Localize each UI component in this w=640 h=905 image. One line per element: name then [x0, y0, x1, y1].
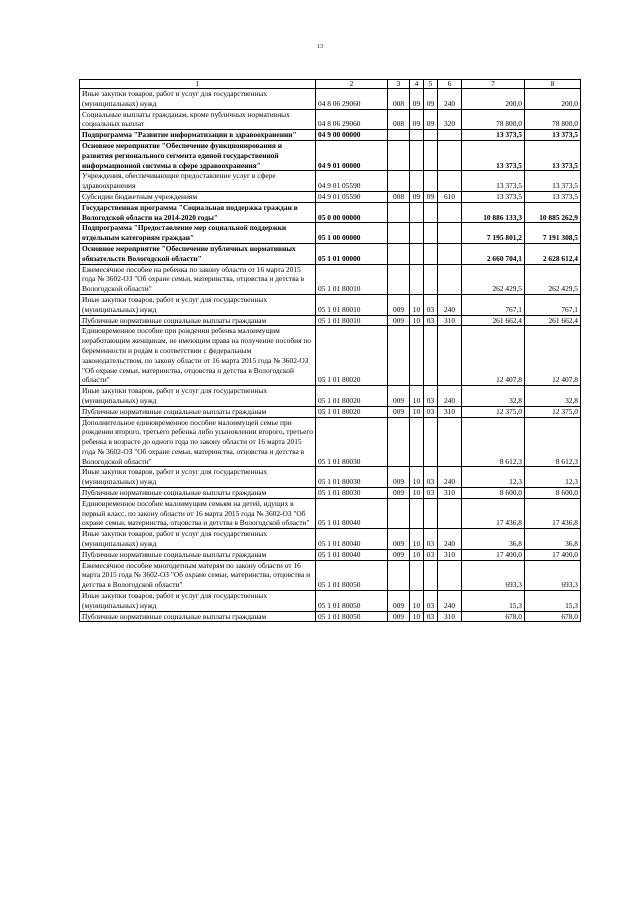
row-section	[410, 171, 424, 192]
row-section	[410, 498, 424, 528]
row-subsection	[424, 264, 438, 294]
row-amount-year2: 678,0	[525, 611, 581, 622]
row-name: Иные закупки товаров, работ и услуг для государственных (муниципальных) нужд	[80, 89, 316, 110]
row-expense-type: 320	[438, 109, 462, 130]
row-amount-year1: 36,8	[462, 529, 525, 550]
row-ministry-code	[388, 140, 410, 170]
row-subsection	[424, 130, 438, 141]
row-code: 05 1 01 80020	[316, 326, 388, 386]
row-expense-type: 240	[438, 386, 462, 407]
header-col-5: 5	[424, 80, 438, 89]
row-name: Иные закупки товаров, работ и услуг для государственных (муниципальных) нужд	[80, 294, 316, 315]
row-amount-year2: 78 800,0	[525, 109, 581, 130]
row-name: Иные закупки товаров, работ и услуг для государственных (муниципальных) нужд	[80, 529, 316, 550]
row-section: 10	[410, 529, 424, 550]
row-subsection: 03	[424, 386, 438, 407]
row-amount-year2: 12,3	[525, 467, 581, 488]
row-amount-year2: 8 612,3	[525, 417, 581, 467]
row-amount-year1: 13 373,5	[462, 130, 525, 141]
row-name: Государственная программа "Социальная поддержка граждан в Вологодской области на 2014-2020 годы"	[80, 202, 316, 223]
row-ministry-code	[388, 130, 410, 141]
row-ministry-code: 008	[388, 109, 410, 130]
row-amount-year1: 12 375,0	[462, 406, 525, 417]
row-section	[410, 223, 424, 244]
row-subsection	[424, 498, 438, 528]
budget-table	[79, 79, 581, 622]
row-code: 04 8 06 29060	[316, 89, 388, 110]
row-amount-year2: 12 407,8	[525, 326, 581, 386]
row-code: 05 1 01 80040	[316, 549, 388, 560]
row-section	[410, 202, 424, 223]
row-expense-type	[438, 326, 462, 386]
row-ministry-code: 009	[388, 611, 410, 622]
row-expense-type: 240	[438, 89, 462, 110]
row-code: 04 9 01 00000	[316, 140, 388, 170]
header-col-3: 3	[388, 80, 410, 89]
row-amount-year2: 2 628 612,4	[525, 243, 581, 264]
header-col-6: 6	[438, 80, 462, 89]
row-code: 05 1 01 80020	[316, 386, 388, 407]
row-amount-year1: 767,1	[462, 294, 525, 315]
row-amount-year2: 693,3	[525, 560, 581, 590]
row-subsection: 03	[424, 549, 438, 560]
row-expense-type	[438, 498, 462, 528]
row-subsection	[424, 223, 438, 244]
row-subsection: 03	[424, 488, 438, 499]
header-col-4: 4	[410, 80, 424, 89]
row-subsection: 03	[424, 467, 438, 488]
table-row	[80, 406, 581, 417]
row-amount-year2: 17 400,0	[525, 549, 581, 560]
table-row	[80, 140, 581, 170]
row-expense-type: 310	[438, 406, 462, 417]
row-amount-year2: 8 600,0	[525, 488, 581, 499]
table-row	[80, 109, 581, 130]
row-name: Основное мероприятие "Обеспечение публичных нормативных обязательств Вологодской области"	[80, 243, 316, 264]
row-expense-type	[438, 202, 462, 223]
table-row	[80, 386, 581, 407]
row-amount-year2: 13 373,5	[525, 130, 581, 141]
row-section	[410, 243, 424, 264]
row-name: Публичные нормативные социальные выплаты гражданам	[80, 488, 316, 499]
row-amount-year1: 693,3	[462, 560, 525, 590]
page-number: 13	[317, 44, 323, 50]
row-subsection	[424, 560, 438, 590]
row-ministry-code: 009	[388, 386, 410, 407]
row-expense-type	[438, 140, 462, 170]
table-row	[80, 549, 581, 560]
row-expense-type	[438, 417, 462, 467]
row-amount-year1: 17 400,0	[462, 549, 525, 560]
row-ministry-code	[388, 243, 410, 264]
row-section: 10	[410, 488, 424, 499]
row-ministry-code: 009	[388, 406, 410, 417]
row-subsection	[424, 326, 438, 386]
row-name: Основное мероприятие "Обеспечение функционирования и развития регионального сегмента единой государственной информационной системы в сфере здравоохранения"	[80, 140, 316, 170]
table-row	[80, 326, 581, 386]
row-code: 05 1 01 00000	[316, 243, 388, 264]
row-code: 05 1 01 80010	[316, 294, 388, 315]
row-amount-year1: 678,0	[462, 611, 525, 622]
row-expense-type	[438, 171, 462, 192]
row-section	[410, 417, 424, 467]
row-ministry-code	[388, 202, 410, 223]
row-code: 05 1 01 80020	[316, 406, 388, 417]
table-row	[80, 498, 581, 528]
row-amount-year1: 78 800,0	[462, 109, 525, 130]
row-amount-year1: 12,3	[462, 467, 525, 488]
table-row	[80, 171, 581, 192]
row-subsection: 03	[424, 591, 438, 612]
table-row	[80, 202, 581, 223]
row-ministry-code	[388, 223, 410, 244]
row-amount-year1: 261 662,4	[462, 315, 525, 326]
row-expense-type: 240	[438, 529, 462, 550]
row-name: Подпрограмма "Предоставление мер социальной поддержки отдельным категориям граждан"	[80, 223, 316, 244]
row-ministry-code: 009	[388, 529, 410, 550]
row-amount-year1: 13 373,5	[462, 191, 525, 202]
table-row	[80, 243, 581, 264]
row-name: Социальные выплаты гражданам, кроме публичных нормативных социальных выплат	[80, 109, 316, 130]
row-section	[410, 264, 424, 294]
row-code: 05 1 00 00000	[316, 223, 388, 244]
row-section	[410, 326, 424, 386]
row-ministry-code: 009	[388, 294, 410, 315]
row-code: 05 1 01 80030	[316, 488, 388, 499]
row-subsection: 09	[424, 89, 438, 110]
row-amount-year1: 200,0	[462, 89, 525, 110]
row-section: 09	[410, 191, 424, 202]
table-row	[80, 223, 581, 244]
row-amount-year2: 13 373,5	[525, 191, 581, 202]
row-subsection	[424, 171, 438, 192]
row-ministry-code	[388, 326, 410, 386]
row-code: 04 9 00 00000	[316, 130, 388, 141]
row-ministry-code	[388, 171, 410, 192]
table-row	[80, 560, 581, 590]
row-name: Публичные нормативные социальные выплаты гражданам	[80, 549, 316, 560]
row-name: Публичные нормативные социальные выплаты гражданам	[80, 406, 316, 417]
row-amount-year2: 261 662,4	[525, 315, 581, 326]
row-amount-year2: 32,8	[525, 386, 581, 407]
row-subsection: 03	[424, 529, 438, 550]
row-amount-year1: 12 407,8	[462, 326, 525, 386]
row-amount-year1: 8 612,3	[462, 417, 525, 467]
row-amount-year2: 10 885 262,9	[525, 202, 581, 223]
row-amount-year2: 13 373,5	[525, 140, 581, 170]
row-amount-year2: 17 436,8	[525, 498, 581, 528]
row-subsection: 03	[424, 406, 438, 417]
row-section: 10	[410, 549, 424, 560]
row-amount-year2: 36,8	[525, 529, 581, 550]
row-section: 10	[410, 406, 424, 417]
row-amount-year1: 7 195 801,2	[462, 223, 525, 244]
row-ministry-code: 009	[388, 549, 410, 560]
row-code: 05 1 01 80050	[316, 591, 388, 612]
row-code: 05 1 01 80050	[316, 611, 388, 622]
row-section: 10	[410, 467, 424, 488]
row-amount-year2: 13 373,5	[525, 171, 581, 192]
row-ministry-code	[388, 560, 410, 590]
row-name: Иные закупки товаров, работ и услуг для государственных (муниципальных) нужд	[80, 386, 316, 407]
row-amount-year1: 13 373,5	[462, 140, 525, 170]
row-expense-type	[438, 560, 462, 590]
table-row	[80, 417, 581, 467]
row-name: Единовременное пособие при рождении ребенка малоимущим неработающим женщинам, не имеющим права на получение пособия по беременности и родам в соответствии с федеральным законодательством, по закону области от 16 марта 2015 года № 3602-ОЗ "Об охране семьи, материнства, отцовства и детства в Вологодской области"	[80, 326, 316, 386]
row-subsection	[424, 140, 438, 170]
row-expense-type	[438, 243, 462, 264]
row-code: 04 8 06 29060	[316, 109, 388, 130]
row-amount-year1: 15,3	[462, 591, 525, 612]
row-expense-type: 310	[438, 315, 462, 326]
row-amount-year1: 8 600,0	[462, 488, 525, 499]
row-amount-year2: 200,0	[525, 89, 581, 110]
row-name: Единовременное пособие малоимущим семьям на детей, идущих в первый класс, по закону области от 16 марта 2015 года № 3602-ОЗ "Об охране семьи, материнства, отцовства и детства в Вологодской области"	[80, 498, 316, 528]
row-section	[410, 560, 424, 590]
row-amount-year1: 10 886 133,3	[462, 202, 525, 223]
table-row	[80, 529, 581, 550]
row-amount-year1: 2 660 704,1	[462, 243, 525, 264]
table-body	[80, 89, 581, 622]
row-section: 09	[410, 109, 424, 130]
row-expense-type: 240	[438, 294, 462, 315]
row-amount-year1: 13 373,5	[462, 171, 525, 192]
row-amount-year2: 767,1	[525, 294, 581, 315]
row-amount-year2: 262 429,5	[525, 264, 581, 294]
row-name: Дополнительное единовременное пособие малоимущей семье при рождении второго, третьего ребенка либо усыновлении второго, третьего ребенка в возрасте до одного года по закону области от 16 марта 2015 года № 3602-ОЗ "Об охране семьи, материнства, отцовства и детства в Вологодской области"	[80, 417, 316, 467]
table-row	[80, 591, 581, 612]
row-amount-year2: 7 191 308,5	[525, 223, 581, 244]
table-row	[80, 488, 581, 499]
table-header-row	[80, 80, 581, 89]
row-code: 05 1 01 80030	[316, 467, 388, 488]
row-expense-type	[438, 223, 462, 244]
row-section: 10	[410, 315, 424, 326]
row-name: Ежемесячное пособие многодетным матерям по закону области от 16 марта 2015 года № 3602-ОЗ "Об охране семьи, материнства, отцовства и детства в Вологодской области"	[80, 560, 316, 590]
row-code: 05 0 00 00000	[316, 202, 388, 223]
row-ministry-code	[388, 498, 410, 528]
row-section	[410, 140, 424, 170]
row-subsection: 09	[424, 191, 438, 202]
row-section: 10	[410, 294, 424, 315]
row-name: Иные закупки товаров, работ и услуг для государственных (муниципальных) нужд	[80, 591, 316, 612]
row-name: Публичные нормативные социальные выплаты гражданам	[80, 315, 316, 326]
row-amount-year2: 12 375,0	[525, 406, 581, 417]
row-subsection: 09	[424, 109, 438, 130]
row-section: 10	[410, 386, 424, 407]
table-row	[80, 89, 581, 110]
row-name: Учреждения, обеспечивающие предоставление услуг в сфере здравоохранения	[80, 171, 316, 192]
row-expense-type: 240	[438, 591, 462, 612]
row-subsection: 03	[424, 315, 438, 326]
row-amount-year2: 15,3	[525, 591, 581, 612]
row-code: 05 1 01 80030	[316, 417, 388, 467]
row-expense-type	[438, 264, 462, 294]
table-row	[80, 315, 581, 326]
row-expense-type: 310	[438, 488, 462, 499]
row-section: 09	[410, 89, 424, 110]
header-col-7: 7	[462, 80, 525, 89]
row-expense-type: 240	[438, 467, 462, 488]
row-name: Ежемесячное пособие на ребенка по закону области от 16 марта 2015 года № 3602-ОЗ "Об охране семьи, материнства, отцовства и детства в Вологодской области"	[80, 264, 316, 294]
table-row	[80, 191, 581, 202]
row-name: Подпрограмма "Развитие информатизации в здравоохранении"	[80, 130, 316, 141]
row-ministry-code	[388, 417, 410, 467]
row-code: 05 1 01 80040	[316, 529, 388, 550]
row-ministry-code: 009	[388, 315, 410, 326]
row-code: 05 1 01 80010	[316, 264, 388, 294]
row-name: Субсидии бюджетным учреждениям	[80, 191, 316, 202]
row-ministry-code: 009	[388, 591, 410, 612]
row-name: Иные закупки товаров, работ и услуг для государственных (муниципальных) нужд	[80, 467, 316, 488]
row-ministry-code	[388, 264, 410, 294]
row-section: 10	[410, 611, 424, 622]
header-col-2: 2	[316, 80, 388, 89]
row-ministry-code: 009	[388, 488, 410, 499]
table-row	[80, 467, 581, 488]
table-row	[80, 294, 581, 315]
header-col-8: 8	[525, 80, 581, 89]
row-ministry-code: 008	[388, 89, 410, 110]
row-code: 04 9 01 05590	[316, 171, 388, 192]
row-expense-type: 310	[438, 549, 462, 560]
row-section: 10	[410, 591, 424, 612]
row-expense-type: 610	[438, 191, 462, 202]
row-subsection: 03	[424, 294, 438, 315]
row-amount-year1: 32,8	[462, 386, 525, 407]
table-row	[80, 130, 581, 141]
row-section	[410, 130, 424, 141]
row-expense-type	[438, 130, 462, 141]
row-subsection: 03	[424, 611, 438, 622]
row-code: 04 9 01 05590	[316, 191, 388, 202]
table-row	[80, 264, 581, 294]
row-subsection	[424, 243, 438, 264]
table-row	[80, 611, 581, 622]
row-ministry-code: 009	[388, 467, 410, 488]
row-subsection	[424, 202, 438, 223]
row-amount-year1: 262 429,5	[462, 264, 525, 294]
row-name: Публичные нормативные социальные выплаты гражданам	[80, 611, 316, 622]
row-expense-type: 310	[438, 611, 462, 622]
row-code: 05 1 01 80040	[316, 498, 388, 528]
row-amount-year1: 17 436,8	[462, 498, 525, 528]
header-col-1: 1	[80, 80, 316, 89]
row-code: 05 1 01 80010	[316, 315, 388, 326]
row-ministry-code: 008	[388, 191, 410, 202]
row-code: 05 1 01 80050	[316, 560, 388, 590]
row-subsection	[424, 417, 438, 467]
